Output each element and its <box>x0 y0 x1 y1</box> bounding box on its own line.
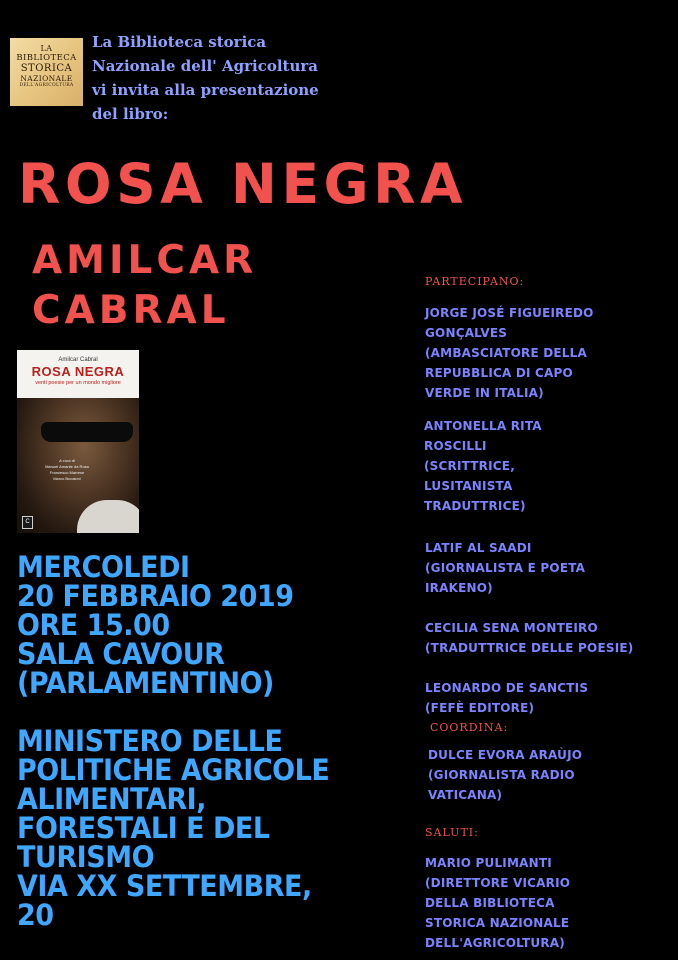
venue-line: MINISTERO DELLE <box>17 724 283 758</box>
participant-line: (TRADUTTRICE DELLE POESIE) <box>425 641 634 655</box>
invitation-line: Nazionale dell' Agricoltura <box>92 57 319 75</box>
logo-line: LA <box>40 44 53 53</box>
participant-line: IRAKENO) <box>425 581 493 595</box>
greetings-heading: SALUTI: <box>425 826 479 839</box>
participant-line: VERDE IN ITALIA) <box>425 386 544 400</box>
participant-line: (AMBASCIATORE DELLA <box>425 346 587 360</box>
cover-portrait-glasses <box>41 422 133 442</box>
participant-entry <box>425 538 585 598</box>
participant-entry <box>425 303 594 403</box>
participant-line: LEONARDO DE SANCTIS <box>425 681 589 695</box>
event-time: ORE 15.00 <box>17 608 170 642</box>
greetings-line: MARIO PULIMANTI <box>425 856 552 870</box>
book-author <box>32 236 257 336</box>
cover-title: ROSA NEGRA <box>31 364 125 379</box>
cover-credit-line: A cura di <box>59 458 75 463</box>
cover-credits <box>17 458 117 482</box>
author-line: AMILCAR <box>32 238 258 283</box>
participant-line: REPUBBLICA DI CAPO <box>425 366 573 380</box>
participants-heading: PARTECIPANO: <box>425 275 525 288</box>
venue-line: TURISMO <box>17 840 155 874</box>
participant-line: JORGE JOSÉ FIGUEIREDO <box>425 306 594 320</box>
logo-line: NAZIONALE <box>20 74 73 83</box>
participant-line: LUSITANISTA <box>424 479 513 493</box>
greetings-line: (DIRETTORE VICARIO <box>425 876 571 890</box>
invitation-line: del libro: <box>92 105 169 123</box>
moderator-heading: COORDINA: <box>430 721 509 734</box>
cover-header <box>17 350 139 398</box>
event-date: 20 FEBBRAIO 2019 <box>17 579 294 613</box>
moderator-line: VATICANA) <box>428 788 503 802</box>
greetings-entry <box>425 853 570 953</box>
venue-line: POLITICHE AGRICOLE <box>17 753 330 787</box>
participant-line: ROSCILLI <box>424 439 487 453</box>
event-day: MERCOLEDI <box>17 550 190 584</box>
moderator-entry <box>428 745 582 805</box>
logo-line: BIBLIOTECA <box>16 53 77 63</box>
invitation-line: La Biblioteca storica <box>92 33 267 51</box>
greetings-line: DELL'AGRICOLTURA) <box>425 936 565 950</box>
event-room: SALA CAVOUR <box>17 637 225 671</box>
participant-line: LATIF AL SAADI <box>425 541 532 555</box>
author-line: CABRAL <box>32 288 230 333</box>
participant-line: ANTONELLA RITA <box>424 419 542 433</box>
invitation-text <box>92 30 342 126</box>
moderator-line: DULCE EVORA ARAÙJO <box>428 748 583 762</box>
greetings-line: DELLA BIBLIOTECA <box>425 896 555 910</box>
venue-line: FORESTALI E DEL <box>17 811 270 845</box>
book-cover-image <box>17 350 139 533</box>
cover-credit-line: Francesco Marrese <box>49 470 85 475</box>
cover-subtitle: venti poesie per un mondo migliore <box>35 380 121 386</box>
logo-line: STORICA <box>20 63 73 74</box>
venue-line: ALIMENTARI, <box>17 782 207 816</box>
participant-entry <box>424 416 542 516</box>
cover-credit-line: Marco Bucaioni <box>53 476 81 481</box>
cover-author: Amilcar Cabral <box>58 357 98 363</box>
logo-line: DELL'AGRICOLTURA <box>19 83 74 88</box>
participant-entry <box>425 618 633 658</box>
library-logo <box>10 38 83 106</box>
event-room-detail: (PARLAMENTINO) <box>17 666 274 700</box>
publisher-logo: C <box>22 516 33 529</box>
cover-credit-line: Manuel Amante da Rosa <box>45 464 89 469</box>
participant-line: CECILIA SENA MONTEIRO <box>425 621 598 635</box>
greetings-line: STORICA NAZIONALE <box>425 916 570 930</box>
participant-line: GONÇALVES <box>425 326 508 340</box>
invitation-line: vi invita alla presentazione <box>92 81 319 99</box>
event-date-time <box>17 550 294 700</box>
venue-address-number: 20 <box>17 898 54 932</box>
participant-line: TRADUTTRICE) <box>424 499 526 513</box>
event-venue <box>17 724 330 932</box>
participant-line: (GIORNALISTA E POETA <box>425 561 586 575</box>
moderator-line: (GIORNALISTA RADIO <box>428 768 575 782</box>
participant-line: (FEFÈ EDITORE) <box>425 701 535 715</box>
participant-entry <box>425 678 588 718</box>
book-title: ROSA NEGRA <box>18 152 468 216</box>
participant-line: (SCRITTRICE, <box>424 459 515 473</box>
venue-address: VIA XX SETTEMBRE, <box>17 869 312 903</box>
